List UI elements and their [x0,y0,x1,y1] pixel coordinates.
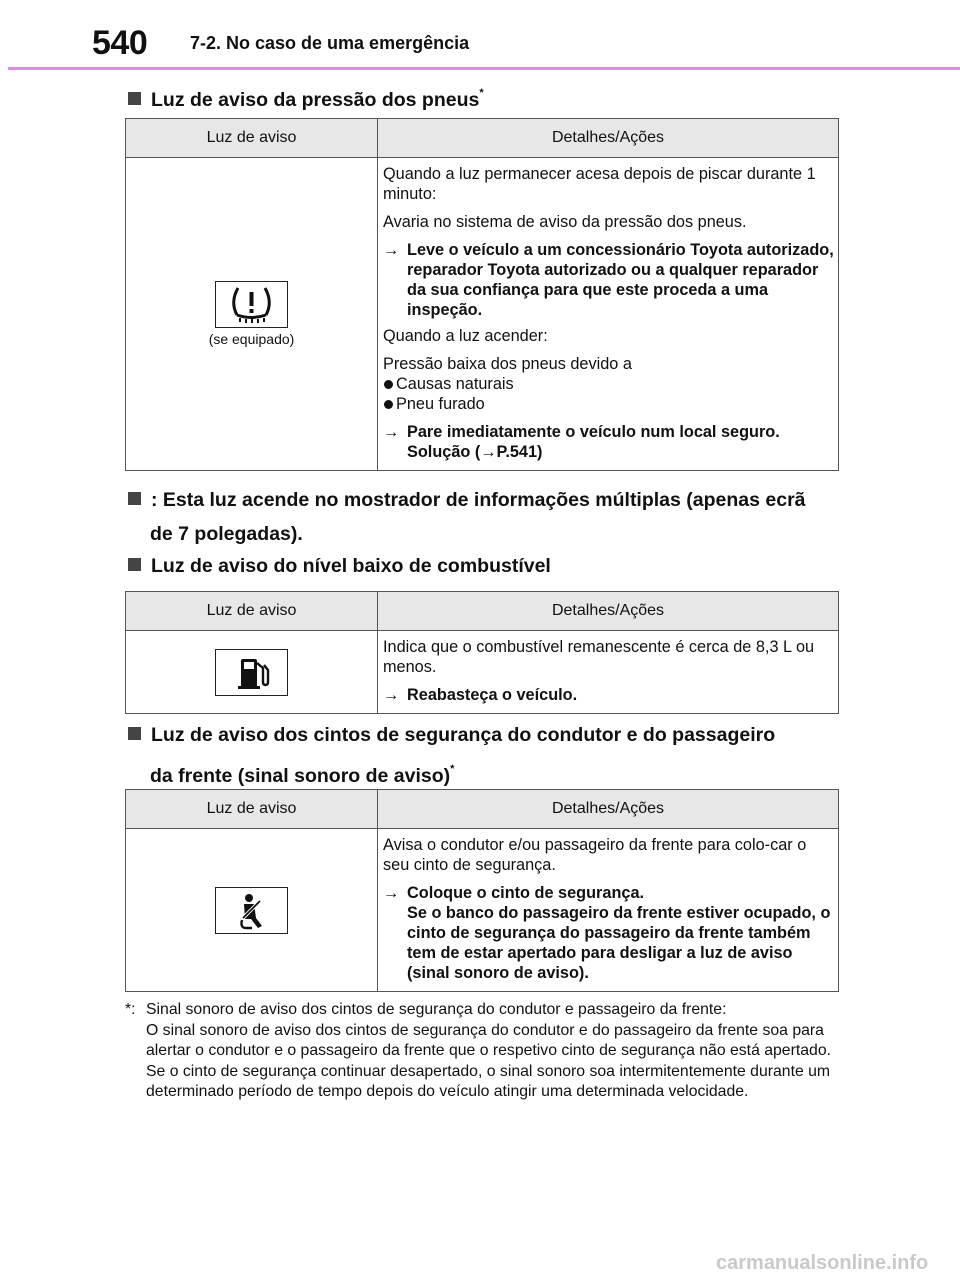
table-header-row [126,790,839,829]
action-text-continued: Se o banco do passageiro da frente estiver ocupado, o cinto de segurança do passageiro da frente também tem de estar apertado para desligar a luz de aviso (sinal sonoro de aviso). [407,904,831,982]
footnote-heading: Sinal sonoro de aviso dos cintos de segurança do condutor e passageiro da frente: [146,1001,727,1018]
tire-pressure-warning-icon [215,281,288,328]
chapter-title: 7-2. No caso de uma emergência [190,33,470,53]
table-header-row [126,119,839,158]
detail-text: Avisa o condutor e/ou passageiro da frente para colo-car o seu cinto de segurança. [383,836,807,874]
icon-cell [126,631,378,714]
table-row [126,158,839,471]
list-item: Causas naturais [383,374,834,394]
action-text: Leve o veículo a um concessionário Toyota autorizado, reparador Toyota autorizado ou a qualquer reparador da sua confiança para que este proceda a uma inspeção. [407,241,834,319]
table-header-row [126,592,839,631]
fuel-pump-icon [215,649,288,696]
details-cell [378,158,839,471]
heading-text-continued [128,752,775,793]
action-item [383,883,834,983]
footnote-mark: *: [125,1001,136,1018]
column-header-warning-light: Luz de aviso [126,592,378,631]
details-cell [378,631,839,714]
detail-text: Quando a luz acender: [383,327,548,345]
arrow-icon: → [383,884,400,902]
action-text: Pare imediatamente o veículo num local seguro. Solução (→P.541) [407,423,780,461]
tire-pressure-table [125,118,839,471]
column-header-details: Detalhes/Ações [378,790,839,829]
asterisk-mark: * [479,87,484,99]
arrow-icon: → [383,241,400,259]
icon-note: (se equipado) [208,331,295,347]
seatbelt-reminder-icon [215,887,288,934]
asterisk-mark: * [450,763,455,775]
heading-text: Luz de aviso do nível baixo de combustível [151,555,551,577]
table-row [126,631,839,714]
page-header [0,0,960,72]
action-text: Coloque o cinto de segurança. [407,884,645,902]
watermark: carmanualsonline.info [716,1252,929,1274]
icon-cell [126,829,378,992]
heading-text: : Esta luz acende no mostrador de informações múltiplas (apenas ecrã [151,489,806,511]
heading-text: Luz de aviso dos cintos de segurança do condutor e do passageiro [151,724,776,746]
action-item [383,685,834,705]
details-cell [378,829,839,992]
column-header-warning-light: Luz de aviso [126,119,378,158]
arrow-icon: → [383,686,400,704]
heading-text-line2: da frente (sinal sonoro de aviso) [150,765,451,787]
section-heading-tire-pressure [128,76,484,117]
fuel-table [125,591,839,714]
heading-text-continued: de 7 polegadas). [150,523,303,545]
square-bullet-icon [128,92,141,105]
page-number: 540 [92,24,148,62]
action-text: Reabasteça o veículo. [407,686,578,704]
table-row [126,829,839,992]
section-heading-fuel [128,549,551,583]
action-item [383,422,834,462]
section-heading-display-note [128,483,806,551]
seatbelt-table [125,789,839,992]
detail-text: Quando a luz permanecer acesa depois de piscar durante 1 minuto: [383,165,816,203]
square-bullet-icon [128,727,141,740]
footnote [125,1000,837,1103]
column-header-warning-light: Luz de aviso [126,790,378,829]
column-header-details: Detalhes/Ações [378,592,839,631]
detail-text: Pressão baixa dos pneus devido a [383,355,632,373]
square-bullet-icon [128,492,141,505]
action-item [383,240,834,320]
heading-text: Luz de aviso da pressão dos pneus [151,89,480,111]
detail-text: Avaria no sistema de aviso da pressão dos pneus. [383,213,747,231]
section-heading-seatbelt [128,718,775,793]
arrow-icon: → [383,423,400,441]
list-item: Pneu furado [383,394,834,414]
detail-text: Indica que o combustível remanescente é cerca de 8,3 L ou menos. [383,638,815,676]
square-bullet-icon [128,558,141,571]
header-divider [8,67,960,70]
column-header-details: Detalhes/Ações [378,119,839,158]
icon-cell [126,158,378,471]
footnote-body: O sinal sonoro de aviso dos cintos de segurança do condutor e do passageiro da frente soa para alertar o condutor e o passageiro da frente que o respetivo cinto de segurança não está apertado. Se o cinto de segurança continuar desapertado, o sinal sonoro soa intermitentemente durante um determinado período de tempo depois do veículo atingir uma determinada velocidade. [146,1021,831,1100]
